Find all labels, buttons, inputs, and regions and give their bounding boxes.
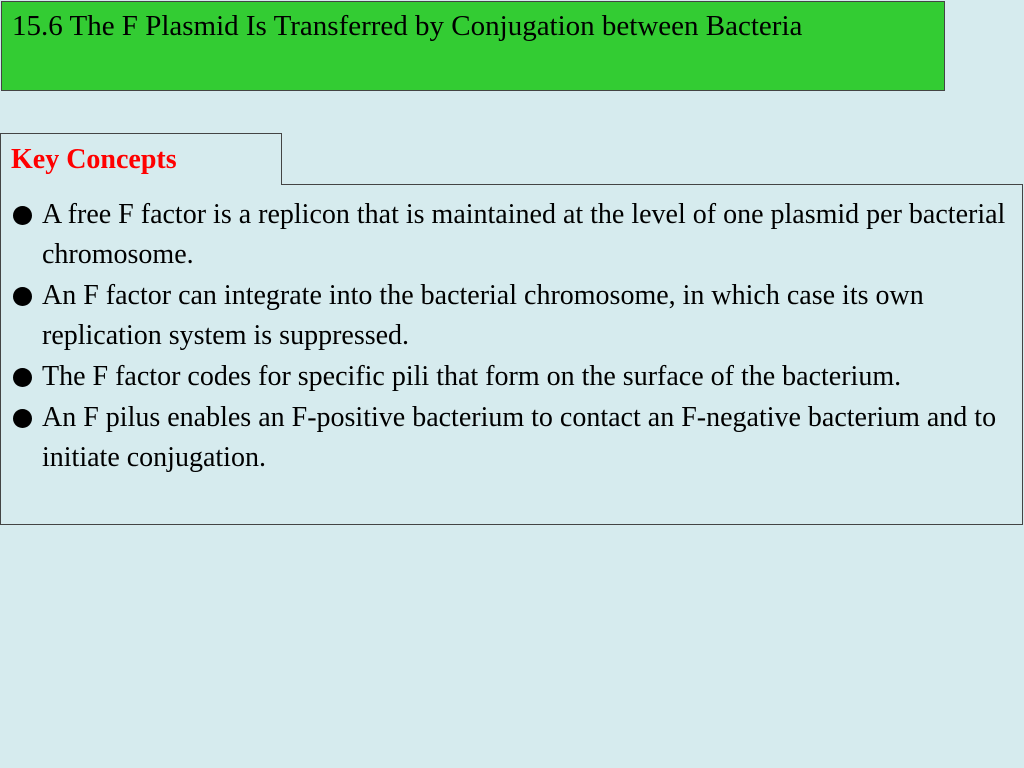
- bullet-dot-icon: [13, 409, 32, 428]
- concept-text: An F factor can integrate into the bacterial chromosome, in which case its own replication system is suppressed.: [42, 280, 924, 351]
- key-concepts-list: [11, 195, 1012, 478]
- list-item: [11, 398, 1012, 478]
- key-concepts-box: [0, 184, 1023, 525]
- concept-text: An F pilus enables an F-positive bacterium to contact an F-negative bacterium and to initiate conjugation.: [42, 402, 997, 473]
- slide-title-box: [1, 1, 945, 91]
- concept-text: A free F factor is a replicon that is maintained at the level of one plasmid per bacterial chromosome.: [42, 199, 1006, 270]
- concept-text: The F factor codes for specific pili that form on the surface of the bacterium.: [42, 361, 902, 392]
- key-concepts-tab: [0, 133, 282, 185]
- bullet-dot-icon: [13, 368, 32, 387]
- list-item: [11, 195, 1012, 275]
- list-item: [11, 276, 1012, 356]
- slide-title: 15.6 The F Plasmid Is Transferred by Conjugation between Bacteria: [12, 10, 803, 42]
- bullet-dot-icon: [13, 287, 32, 306]
- key-concepts-heading: Key Concepts: [11, 144, 177, 175]
- bullet-dot-icon: [13, 206, 32, 225]
- list-item: [11, 357, 1012, 397]
